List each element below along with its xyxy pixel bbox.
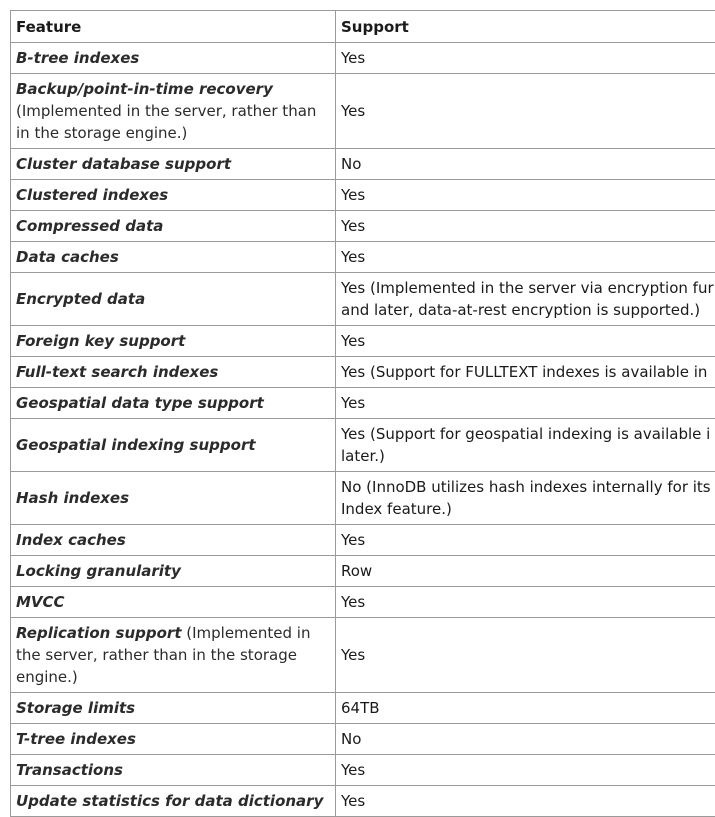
feature-cell xyxy=(11,273,336,326)
support-cell xyxy=(336,211,715,242)
feature-cell xyxy=(11,419,336,472)
table-row xyxy=(11,525,715,556)
feature-cell xyxy=(11,43,336,74)
support-cell xyxy=(336,242,715,273)
table-row xyxy=(11,149,715,180)
feature-name: Compressed data xyxy=(16,217,163,235)
feature-name: Geospatial indexing support xyxy=(16,436,256,454)
feature-column-header: Feature xyxy=(11,11,336,43)
support-cell xyxy=(336,587,715,618)
support-cell xyxy=(336,357,715,388)
feature-cell xyxy=(11,74,336,149)
feature-note: (Implemented in the server, rather than in the storage engine.) xyxy=(16,102,316,142)
feature-name: Data caches xyxy=(16,248,119,266)
support-value: Yes (Implemented in the server via encryption fur xyxy=(341,277,715,299)
support-cell xyxy=(336,388,715,419)
table-row xyxy=(11,211,715,242)
feature-name: Clustered indexes xyxy=(16,186,168,204)
table-row xyxy=(11,326,715,357)
feature-name: Storage limits xyxy=(16,699,135,717)
feature-name: Full-text search indexes xyxy=(16,363,218,381)
support-cell xyxy=(336,525,715,556)
feature-name: Locking granularity xyxy=(16,562,181,580)
support-value: Yes xyxy=(341,246,715,268)
table-row xyxy=(11,693,715,724)
feature-name: Foreign key support xyxy=(16,332,185,350)
support-value-continued: and later, data-at-rest encryption is supported.) xyxy=(341,299,715,321)
support-cell xyxy=(336,180,715,211)
support-value: Yes xyxy=(341,591,715,613)
support-value: No xyxy=(341,153,715,175)
feature-cell xyxy=(11,242,336,273)
table-row xyxy=(11,419,715,472)
feature-cell xyxy=(11,357,336,388)
feature-support-table xyxy=(10,10,715,817)
feature-name: Encrypted data xyxy=(16,290,145,308)
support-cell xyxy=(336,693,715,724)
feature-name: MVCC xyxy=(16,593,65,611)
support-value-continued: later.) xyxy=(341,445,715,467)
support-cell xyxy=(336,556,715,587)
feature-cell xyxy=(11,211,336,242)
table-row xyxy=(11,587,715,618)
feature-name: Cluster database support xyxy=(16,155,231,173)
support-cell xyxy=(336,43,715,74)
support-value: Yes xyxy=(341,100,715,122)
feature-name: Geospatial data type support xyxy=(16,394,264,412)
table-row xyxy=(11,755,715,786)
table-row xyxy=(11,74,715,149)
feature-cell xyxy=(11,525,336,556)
feature-name: Backup/point-in-time recovery xyxy=(16,80,273,98)
support-value: Yes xyxy=(341,644,715,666)
table-header-row xyxy=(11,11,715,43)
table-row xyxy=(11,242,715,273)
support-cell xyxy=(336,149,715,180)
support-cell xyxy=(336,74,715,149)
feature-cell xyxy=(11,326,336,357)
feature-cell xyxy=(11,755,336,786)
support-value: Yes xyxy=(341,47,715,69)
support-cell xyxy=(336,724,715,755)
support-cell xyxy=(336,472,715,525)
support-cell xyxy=(336,273,715,326)
table-row xyxy=(11,786,715,817)
feature-support-table-container xyxy=(10,10,715,817)
support-value: Yes xyxy=(341,392,715,414)
feature-name: B-tree indexes xyxy=(16,49,139,67)
support-value-continued: Index feature.) xyxy=(341,498,715,520)
support-value: Row xyxy=(341,560,715,582)
feature-cell xyxy=(11,388,336,419)
feature-name: Replication support xyxy=(16,624,181,642)
support-cell xyxy=(336,618,715,693)
feature-cell xyxy=(11,180,336,211)
feature-cell xyxy=(11,556,336,587)
table-body xyxy=(11,43,715,817)
feature-name: Index caches xyxy=(16,531,126,549)
support-value: 64TB xyxy=(341,697,715,719)
feature-cell xyxy=(11,618,336,693)
feature-cell xyxy=(11,724,336,755)
support-value: Yes xyxy=(341,184,715,206)
table-row xyxy=(11,357,715,388)
support-value: Yes xyxy=(341,529,715,551)
table-row xyxy=(11,618,715,693)
feature-note: (Implemented in the server, rather than in the storage engine.) xyxy=(16,624,310,686)
table-row xyxy=(11,43,715,74)
support-cell xyxy=(336,755,715,786)
support-value: Yes (Support for FULLTEXT indexes is available in xyxy=(341,361,715,383)
support-value: Yes xyxy=(341,330,715,352)
support-value: Yes xyxy=(341,215,715,237)
table-row xyxy=(11,273,715,326)
support-column-header: Support xyxy=(336,11,715,43)
support-value: Yes xyxy=(341,790,715,812)
support-cell xyxy=(336,419,715,472)
feature-cell xyxy=(11,693,336,724)
support-value: Yes (Support for geospatial indexing is available i xyxy=(341,423,715,445)
table-row xyxy=(11,724,715,755)
feature-name: Hash indexes xyxy=(16,489,129,507)
feature-cell xyxy=(11,786,336,817)
feature-cell xyxy=(11,587,336,618)
feature-cell xyxy=(11,472,336,525)
feature-cell xyxy=(11,149,336,180)
feature-name: T-tree indexes xyxy=(16,730,136,748)
support-value: Yes xyxy=(341,759,715,781)
support-value: No xyxy=(341,728,715,750)
table-row xyxy=(11,472,715,525)
support-cell xyxy=(336,326,715,357)
feature-name: Update statistics for data dictionary xyxy=(16,792,323,810)
table-row xyxy=(11,388,715,419)
feature-name: Transactions xyxy=(16,761,123,779)
support-cell xyxy=(336,786,715,817)
support-value: No (InnoDB utilizes hash indexes internally for its xyxy=(341,476,715,498)
table-row xyxy=(11,556,715,587)
table-row xyxy=(11,180,715,211)
